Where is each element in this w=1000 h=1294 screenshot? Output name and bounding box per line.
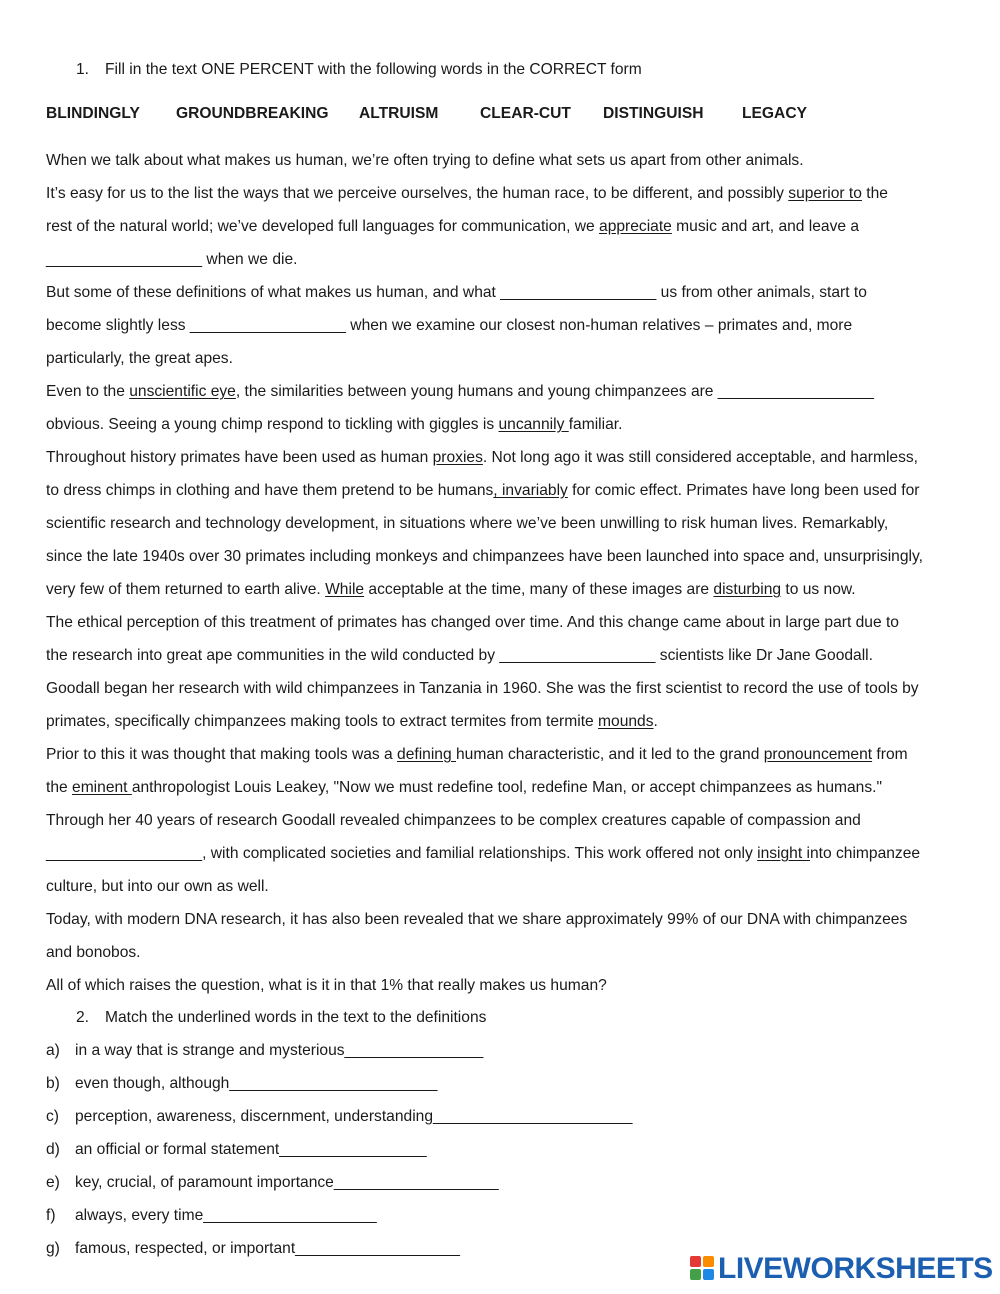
liveworksheets-logo[interactable] — [690, 1252, 993, 1286]
underlined-word: eminent — [72, 779, 132, 796]
text-line — [46, 448, 976, 468]
q1-number: 1. — [76, 61, 90, 78]
definition-text: famous, respected, or important___________________ — [75, 1240, 460, 1257]
text-segment: . — [653, 713, 658, 730]
text-segment: obvious. Seeing a young chimp respond to tickling with giggles is — [46, 416, 499, 433]
text-segment: to us now. — [781, 581, 856, 598]
text-segment: familiar. — [568, 416, 623, 433]
word-bank-item: CLEAR-CUT — [480, 105, 571, 122]
definition-label: b) — [46, 1075, 60, 1092]
definition-text: an official or formal statement_________________ — [75, 1141, 427, 1158]
underlined-word: pronouncement — [763, 746, 873, 763]
logo-square-blue — [703, 1269, 714, 1280]
text-line: The ethical perception of this treatment of primates has changed over time. And this change came about in large part due to — [46, 614, 899, 631]
definition-item — [46, 1140, 976, 1160]
definition-text: perception, awareness, discernment, understanding_______________________ — [75, 1108, 633, 1125]
q2-number: 2. — [76, 1009, 90, 1026]
definition-item — [46, 1206, 976, 1226]
underlined-word: disturbing — [713, 581, 782, 598]
q2-heading — [76, 1008, 976, 1028]
text-line: and bonobos. — [46, 944, 141, 961]
text-line-blank: the research into great ape communities in the wild conducted by __________________ scientists like Dr Jane Goodall. — [46, 647, 873, 664]
text-line — [46, 481, 976, 501]
text-line — [46, 217, 976, 237]
underlined-word: appreciate — [599, 218, 672, 235]
text-segment: acceptable at the time, many of these images are — [364, 581, 714, 598]
text-line: culture, but into our own as well. — [46, 878, 269, 895]
text-segment: nto chimpanzee — [809, 845, 921, 862]
underlined-word: While — [325, 581, 365, 598]
text-segment: from — [872, 746, 908, 763]
text-line — [46, 382, 976, 402]
definition-item — [46, 1041, 976, 1061]
liveworksheets-logo-text: LIVEWORKSHEETS — [718, 1252, 993, 1285]
underlined-word: insight i — [757, 845, 810, 862]
text-segment: for comic effect. Primates have long been used for — [567, 482, 920, 499]
underlined-word: mounds — [598, 713, 654, 730]
text-line: Today, with modern DNA research, it has also been revealed that we share approximately 99% of our DNA with chimpanzees — [46, 911, 908, 928]
q1-instruction: Fill in the text ONE PERCENT with the following words in the CORRECT form — [105, 61, 642, 78]
text-segment: primates, specifically chimpanzees making tools to extract termites from termite — [46, 713, 599, 730]
definition-label: c) — [46, 1108, 59, 1125]
liveworksheets-logo-icon — [690, 1256, 716, 1282]
text-line: All of which raises the question, what is it in that 1% that really makes us human? — [46, 977, 607, 994]
text-line — [46, 712, 976, 732]
definition-item — [46, 1173, 976, 1193]
q2-instruction: Match the underlined words in the text to the definitions — [105, 1009, 487, 1026]
text-line — [46, 778, 976, 798]
definition-text: even though, although________________________ — [75, 1075, 438, 1092]
text-segment: . Not long ago it was still considered acceptable, and harmless, — [482, 449, 919, 466]
underlined-word: superior to — [788, 185, 862, 202]
text-line: since the late 1940s over 30 primates including monkeys and chimpanzees have been launched into space and, unsurprisingly, — [46, 548, 923, 565]
text-line — [46, 844, 976, 864]
text-line — [46, 745, 976, 765]
word-bank-item: GROUNDBREAKING — [176, 105, 329, 122]
text-segment: the — [46, 779, 73, 796]
text-line-blank: But some of these definitions of what makes us human, and what __________________ us from other animals, start to — [46, 284, 867, 301]
definition-label: e) — [46, 1174, 60, 1191]
text-line — [46, 580, 976, 600]
word-bank-item: LEGACY — [742, 105, 807, 122]
definition-label: f) — [46, 1207, 56, 1224]
text-segment: anthropologist Louis Leakey, "Now we must redefine tool, redefine Man, or accept chimpanzees as humans." — [131, 779, 882, 796]
definition-text: always, every time____________________ — [75, 1207, 377, 1224]
underlined-word: defining — [397, 746, 456, 763]
underlined-word: unscientific eye — [129, 383, 236, 400]
word-bank-item: ALTRUISM — [359, 105, 439, 122]
text-line-blank: __________________ when we die. — [46, 251, 298, 268]
underlined-word: , invariably — [493, 482, 568, 499]
text-line: Goodall began her research with wild chimpanzees in Tanzania in 1960. She was the first scientist to record the use of tools by — [46, 680, 919, 697]
definition-label: d) — [46, 1141, 60, 1158]
definition-label: a) — [46, 1042, 60, 1059]
text-segment: Prior to this it was thought that making tools was a — [46, 746, 398, 763]
text-segment: music and art, and leave a — [671, 218, 860, 235]
q1-heading — [76, 60, 976, 80]
text-line: When we talk about what makes us human, we’re often trying to define what sets us apart from other animals. — [46, 152, 804, 169]
definition-text: in a way that is strange and mysterious________________ — [75, 1042, 484, 1059]
text-segment: human characteristic, and it led to the grand — [456, 746, 764, 763]
text-line — [46, 184, 976, 204]
text-segment: rest of the natural world; we’ve developed full languages for communication, we — [46, 218, 600, 235]
text-line — [46, 415, 976, 435]
text-segment: the — [861, 185, 888, 202]
underlined-word: proxies — [432, 449, 483, 466]
logo-square-orange — [703, 1256, 714, 1267]
text-segment: , the similarities between young humans and young chimpanzees are __________________ — [235, 383, 874, 400]
text-segment: Throughout history primates have been used as human — [46, 449, 433, 466]
word-bank-item: DISTINGUISH — [603, 105, 704, 122]
definition-item — [46, 1074, 976, 1094]
word-bank-item: BLINDINGLY — [46, 105, 140, 122]
text-line: scientific research and technology development, in situations where we’ve been unwilling to risk human lives. Remarkably, — [46, 515, 889, 532]
definition-label: g) — [46, 1240, 60, 1257]
text-line-blank: become slightly less __________________ when we examine our closest non-human relatives – primates and, more — [46, 317, 853, 334]
text-segment: __________________, with complicated societies and familial relationships. This work offered not only — [46, 845, 758, 862]
text-line: particularly, the great apes. — [46, 350, 233, 367]
logo-square-green — [690, 1269, 701, 1280]
definition-item — [46, 1107, 976, 1127]
underlined-word: uncannily — [498, 416, 569, 433]
logo-square-red — [690, 1256, 701, 1267]
text-line: Through her 40 years of research Goodall revealed chimpanzees to be complex creatures capable of compassion and — [46, 812, 861, 829]
text-segment: It’s easy for us to the list the ways that we perceive ourselves, the human race, to be different, and possibly — [46, 185, 789, 202]
text-segment: very few of them returned to earth alive. — [46, 581, 326, 598]
text-segment: Even to the — [46, 383, 130, 400]
definition-text: key, crucial, of paramount importance___________________ — [75, 1174, 499, 1191]
text-segment: to dress chimps in clothing and have them pretend to be humans — [46, 482, 494, 499]
